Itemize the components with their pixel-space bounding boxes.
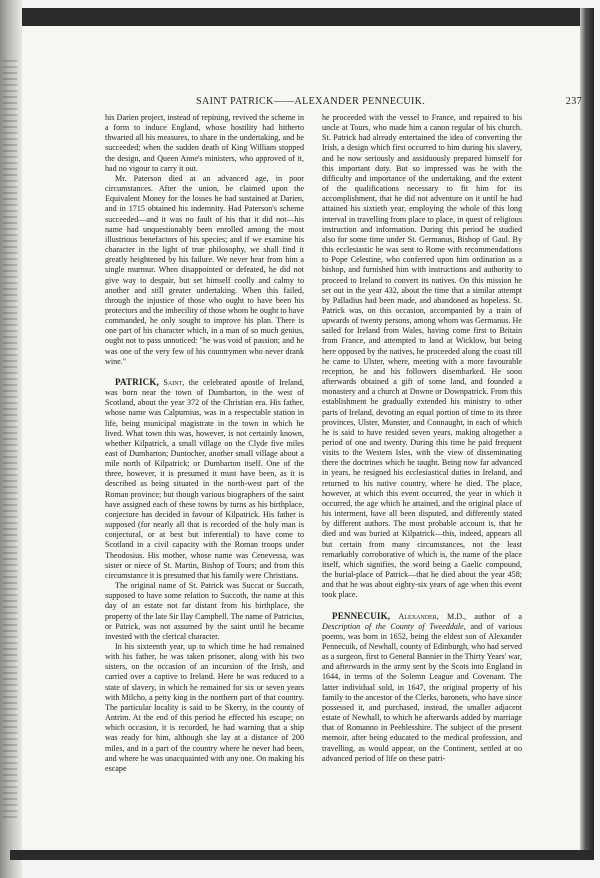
entry-name: PENNECUIK, (332, 610, 391, 621)
paragraph: his Darien project, instead of repining, revived the scheme in a form to induce England, whose hostility had hitherto thwarted all his measures, to share in the undertaking, and he succeeded; when the sudden death of King William stopped the design, and Queen Anne's ministers, who approved of it, had no vigour to carry it out. (105, 113, 304, 173)
page-number: 237 (565, 96, 582, 107)
entry-text: and of various poems, was born in 1652, being the eldest son of Alexander Pennecuik, of Newhall, county of Edinburgh, who had served as a surgeon, first to General Bannier in the Thirty Years' war, and afterwards in the army sent by the Scots into England in 1644, in terms of the Solemn League and Covenant. The latter individual sold, in 1647, the original property of his family to the ancestor of the Clerks, baronets, who have since possessed it, and purchased, instead, the smaller adjacent estate of Newhall, to which he afterwards added by marriage that of Romanno in Peeblesshire. The subject of the present memoir, after being educated to the medical profession, and travelling, as would appear, on the Continent, settled at no advanced period of life on these patri- (322, 621, 522, 763)
paragraph: In his sixteenth year, up to which time he had remained with his father, he was taken prisoner, along with his two sisters, on the occasion of an incursion of the Irish, and carried over a captive to Ireland. Here he was reduced to a state of slavery, in which he remained for six or seven years with Milcho, a petty king in the northern part of that country. The particular locality is said to be Skerry, in the county of Antrim. At the end of this period he effected his escape; on which occasion, it is recorded, he had warning that a ship was ready for him, although she lay at a distance of 200 miles, and in a part of the country where he never had been, and where he was unacquainted with any one. On making his escape (105, 641, 304, 773)
entry-title: Saint, (163, 377, 185, 387)
entry-text: the celebrated apostle of Ireland, was born near the town of Dumbarton, in the west of Scotland, about the year 372 of the Christian era. His father, whose name was Calpurnius, was in a respectable station in life, being municipal magistrate in the town in which he lived. What town this was, however, is not certainly known, whether Kilpatrick, a small village on the Clyde five miles east of Dumbarton; Duntocher, another small village about a mile north of Kilpatrick; or Dumbarton itself. One of the three, however, it is presumed it must have been, as it is described as being situated in the north-west part of the Roman province; but though various biographers of the saint have assigned each of these towns by turns as his birthplace, conjecture has decided in favour of Kilpatrick. His father is supposed (for nearly all that is recorded of the holy man is conjectural, or at best but inferential) to have come to Scotland in a civil capacity with the Roman troops under Theodosius. His mother, whose name was Cenevessa, was sister or niece of St. Martin, Bishop of Tours; and from this circumstance it is presumed that his family were Christians. (105, 377, 304, 580)
book-spine (0, 0, 22, 878)
running-head (82, 96, 582, 110)
book-page (22, 26, 580, 850)
right-border (580, 8, 594, 860)
paragraph: The original name of St. Patrick was Succat or Succath, supposed to have some relation to Succoth, the name at this day of an estate not far distant from his birthplace, the property of the late Sir Ilay Campbell. The name of Patricius, or Patrick, was not assumed by the saint until he became invested with the clerical character. (105, 581, 304, 641)
paragraph: Mr. Paterson died at an advanced age, in poor circumstances. After the union, he claimed upon the Equivalent Money for the losses he had sustained at Darien, and in 1715 obtained his indemnity. Had Paterson's scheme succeeded—and it was no fault of his that it did not—his name had unquestionably been enrolled among the most illustrious benefactors of his species; and if we examine his character in the light of true philosophy, we shall find it greatly heightened by his failure. We never hear from him a single murmur. When disappointed or defeated, he did not give way to despair, but set himself coolly and calmy to another and still greater undertaking. When this failed, through the injustice of those who ought to have been his protectors and the imbecility of those whom he ought to have commanded, he only sought to improve his plan. There is one part of his character which, in a man of so much genius, ought not to pass unnoticed: "he was void of passion; and he was one of the very few of his countrymen who never drank wine." (105, 173, 304, 366)
entry-degree: M.D., author of a (447, 611, 522, 621)
entry-patrick (105, 377, 304, 581)
facing-page-text (3, 60, 17, 820)
paragraph: he proceeded with the vessel to France, and repaired to his uncle at Tours, who made him a canon regular of his church. St. Patrick had already entertained the idea of converting the Irish, a design which first occurred to him during his slavery, and he now seriously and assiduously prepared himself for this important duty. But so impressed was he with the difficulty and importance of the undertaking, and the extent of the qualifications necessary to fit him for its accomplishment, that he did not adventure on it until he had attained his sixtieth year, employing the whole of this long interval in travelling from place to place, in quest of religious instruction and information. During this period he studied also for some time under St. Germanus, Bishop of Gaul. By this ecclesiastic he was sent to Rome with recommendations to Pope Celestine, who conferred upon him ordination as a bishop, and furnished him with instructions and authority to proceed to Ireland to convert its natives. On this mission he set out in the year 432, about the time that a similar attempt by Palladius had been made, and abandoned as hopeless. St. Patrick was, on this occasion, accompanied by a train of upwards of twenty persons, among whom was Germanus. He sailed for Ireland from Wales, having come first to Britain from France, and attempted to land at Wicklow, but being here opposed by the natives, he proceeded along the coast till he came to Ulster, where, meeting with a more favourable reception, he and his followers disembarked. He soon afterwards obtained a gift of some land, and founded a monastery and a church at Downe or Downpatrick. From this establishment he gradually extended his ministry to other parts of Ireland, devoting an equal portion of time to its three provinces, Ulster, Munster, and Connaught, in each of which he is said to have resided seven years, making altogether a period of one and twenty. During this time he paid frequent visits to the Western Isles, with the view of disseminating there the doctrines which he taught. Being now far advanced in years, he resigned his ecclesiastical duties in Ireland, and returned to his native country, where he died. The place, however, at which this event occurred, the year in which it occurred, the age which he attained, and the original place of his interment, have all been disputed, and differently stated by different authors. The most probable account is, that he died and was buried at Kilpatrick—this, indeed, appears all but certain from many circumstances, not the least remarkably corroborative of which is, the name of the place itself, which signifies, the word being a Gaelic compound, the burial-place of Patrick—that he died about the year 458; and that he was about eighty-six years of age when this event took place. (322, 113, 522, 600)
bottom-border (10, 850, 592, 860)
left-column (105, 113, 304, 774)
work-title: Description of the County of Tweeddale, (322, 621, 466, 631)
entry-name: PATRICK, (115, 376, 160, 387)
top-border (22, 8, 592, 26)
entry-pennecuik (322, 611, 522, 764)
entry-title: Alexander, (398, 611, 439, 621)
right-column (322, 113, 522, 764)
running-title: SAINT PATRICK——ALEXANDER PENNECUIK. (196, 96, 426, 107)
